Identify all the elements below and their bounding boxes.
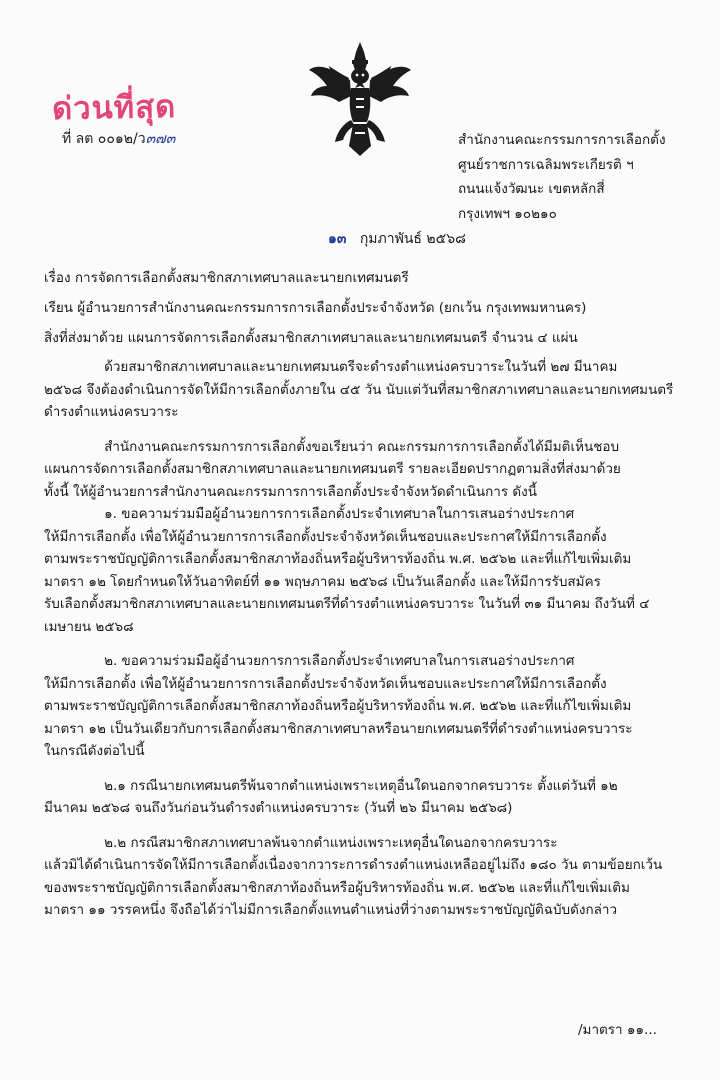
letter-body: [44, 356, 694, 922]
body-line: ให้มีการเลือกตั้ง เพื่อให้ผู้อำนวยการการเลือกตั้งประจำจังหวัดเห็นชอบและประกาศให้มีการเลือกตั้ง: [44, 528, 607, 545]
body-line: มาตรา ๑๒ โดยกำหนดให้วันอาทิตย์ที่ ๑๑ พฤษภาคม ๒๕๖๘ เป็นวันเลือกตั้ง และให้มีการรับสมัคร: [44, 573, 601, 590]
body-line: ด้วยสมาชิกสภาเทศบาลและนายกเทศมนตรีจะดำรงตำแหน่งครบวาระในวันที่ ๒๗ มีนาคม: [44, 359, 618, 375]
body-line: มาตรา ๑๒ เป็นวันเดียวกับการเลือกตั้งสมาชิกสภาเทศบาลหรือนายกเทศมนตรีที่ดำรงตำแหน่งครบวาระ: [44, 720, 633, 737]
recipient-line: เรียน ผู้อำนวยการสำนักงานคณะกรรมการการเลือกตั้งประจำจังหวัด (ยกเว้น กรุงเทพมหานคร): [44, 300, 587, 316]
enclosure-line: สิ่งที่ส่งมาด้วย แผนการจัดการเลือกตั้งสมาชิกสภาเทศบาลและนายกเทศมนตรี จำนวน ๔ แผ่น: [44, 330, 578, 346]
body-line: ทั้งนี้ ให้ผู้อำนวยการสำนักงานคณะกรรมการการเลือกตั้งประจำจังหวัดดำเนินการ ดังนี้: [44, 483, 537, 500]
body-line: เมษายน ๒๕๖๘: [44, 618, 134, 635]
document-number-handwritten: ๓๗๓: [145, 131, 176, 147]
date-day-handwritten: ๑๓: [328, 231, 347, 247]
subject-line: เรื่อง การจัดการเลือกตั้งสมาชิกสภาเทศบาลและนายกเทศมนตรี: [44, 270, 409, 286]
body-line: ดำรงตำแหน่งครบวาระ: [44, 404, 179, 420]
body-line: ๒.๒ กรณีสมาชิกสภาเทศบาลพ้นจากตำแหน่งเพราะเหตุอื่นใดนอกจากครบวาระ: [44, 834, 558, 851]
address-line: กรุงเทพฯ ๑๐๒๑๐: [458, 205, 557, 222]
body-line: แผนการจัดการเลือกตั้งสมาชิกสภาเทศบาลและนายกเทศมนตรี รายละเอียดปรากฏตามสิ่งที่ส่งมาด้วย: [44, 461, 621, 477]
urgency-stamp: ด่วนที่สุด: [51, 88, 177, 128]
body-line: ตามพระราชบัญญัติการเลือกตั้งสมาชิกสภาท้องถิ่นหรือผู้บริหารท้องถิ่น พ.ศ. ๒๕๖๒ และที่แก้ไขเพิ่มเติม: [44, 698, 632, 714]
letter-date: [328, 228, 466, 250]
body-line: ๒.๑ กรณีนายกเทศมนตรีพ้นจากตำแหน่งเพราะเหตุอื่นใดนอกจากครบวาระ ตั้งแต่วันที่ ๑๒: [44, 777, 618, 794]
body-line: ตามพระราชบัญญัติการเลือกตั้งสมาชิกสภาท้องถิ่นหรือผู้บริหารท้องถิ่น พ.ศ. ๒๕๖๒ และที่แก้ไขเพิ่มเติม: [44, 551, 632, 567]
page-continuation: /มาตรา ๑๑...: [578, 1022, 657, 1038]
body-line: สำนักงานคณะกรรมการการเลือกตั้งขอเรียนว่า คณะกรรมการการเลือกตั้งได้มีมติเห็นชอบ: [44, 438, 620, 455]
body-line: ๒. ขอความร่วมมือผู้อำนวยการการเลือกตั้งประจำเทศบาลในการเสนอร่างประกาศ: [44, 653, 575, 669]
body-line: ๒๕๖๘ จึงต้องดำเนินการจัดให้มีการเลือกตั้งภายใน ๔๕ วัน นับแต่วันที่สมาชิกสภาเทศบาลและนายกเทศมนตรี: [44, 381, 674, 398]
document-number: [62, 128, 175, 150]
address-line: สำนักงานคณะกรรมการการเลือกตั้ง: [458, 132, 666, 148]
body-line: ในกรณีดังต่อไปนี้: [44, 743, 145, 759]
sender-address: [458, 128, 666, 226]
body-line: มีนาคม ๒๕๖๘ จนถึงวันก่อนวันดำรงตำแหน่งครบวาระ (วันที่ ๒๖ มีนาคม ๒๕๖๘): [44, 800, 513, 816]
address-line: ศูนย์ราชการเฉลิมพระเกียรติ ฯ: [458, 156, 634, 173]
body-line: ๑. ขอความร่วมมือผู้อำนวยการการเลือกตั้งประจำเทศบาลในการเสนอร่างประกาศ: [44, 506, 575, 522]
garuda-emblem-icon: [305, 40, 415, 158]
date-month-year: กุมภาพันธ์ ๒๕๖๘: [359, 231, 466, 247]
address-line: ถนนแจ้งวัฒนะ เขตหลักสี่: [458, 181, 605, 197]
document-number-prefix: ที่ ลต ๐๐๑๒/ว: [62, 131, 146, 147]
body-line: ให้มีการเลือกตั้ง เพื่อให้ผู้อำนวยการการเลือกตั้งประจำจังหวัดเห็นชอบและประกาศให้มีการเลือกตั้ง: [44, 675, 607, 692]
body-line: มาตรา ๑๑ วรรคหนึ่ง จึงถือได้ว่าไม่มีการเลือกตั้งแทนตำแหน่งที่ว่างตามพระราชบัญญัติฉบับดังกล่าว: [44, 902, 618, 918]
body-line: ของพระราชบัญญัติการเลือกตั้งสมาชิกสภาท้องถิ่นหรือผู้บริหารท้องถิ่น พ.ศ. ๒๕๖๒ และที่แก้ไขเพิ่มเติม: [44, 879, 630, 896]
body-line: รับเลือกตั้งสมาชิกสภาเทศบาลและนายกเทศมนตรีที่ดำรงตำแหน่งครบวาระ ในวันที่ ๓๑ มีนาคม ถึงวันที่ ๔: [44, 596, 650, 612]
body-line: แล้วมิได้ดำเนินการจัดให้มีการเลือกตั้งเนื่องจากวาระการดำรงตำแหน่งเหลืออยู่ไม่ถึง ๑๘๐ วัน ตามข้อยกเว้น: [44, 857, 663, 873]
